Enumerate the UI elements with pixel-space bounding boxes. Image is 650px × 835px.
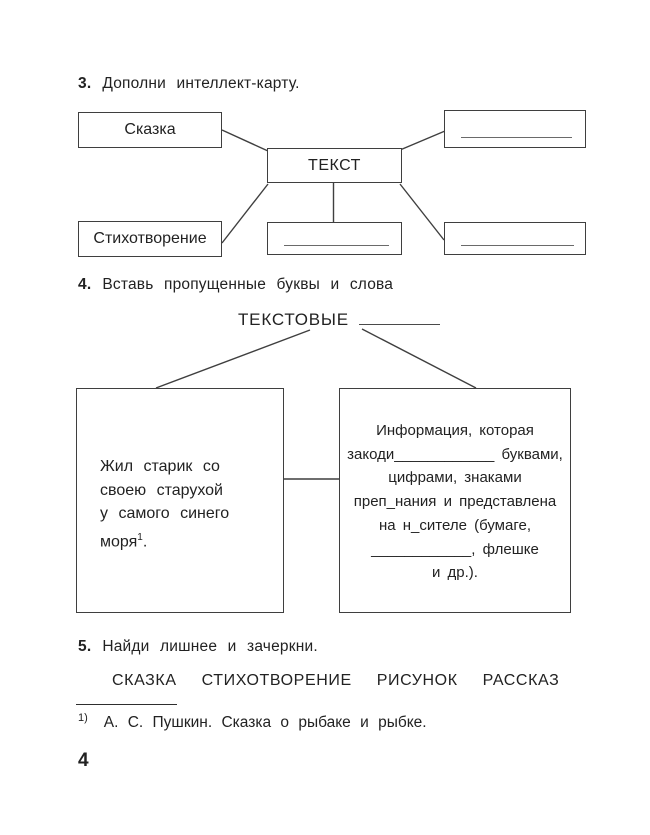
exercise-4-tree-root (238, 310, 440, 330)
mindmap-node-empty-bottom-right (444, 222, 586, 255)
mindmap-node-stihotvorenie (78, 221, 222, 257)
definition-line: закоди____________ буквами, (347, 445, 563, 463)
quote-line: своею старухой (100, 481, 223, 499)
exercise-5-heading (78, 638, 318, 656)
word-choice-skazka: СКАЗКА (112, 672, 177, 689)
answer-blank-line (461, 137, 572, 138)
footnote (78, 712, 427, 732)
tree-root-label: ТЕКСТОВЫЕ (238, 310, 349, 329)
exercise-3-title: Дополни интеллект-карту. (102, 75, 300, 92)
definition-line: преп_нания и представлена (353, 493, 557, 511)
answer-blank-line (284, 245, 389, 246)
mindmap-node-tekst-label: ТЕКСТ (308, 156, 361, 174)
word-choice-stihotvorenie: СТИХОТВОРЕНИЕ (201, 672, 352, 689)
mindmap-node-skazka-label: Сказка (124, 121, 176, 138)
exercise-4-heading (78, 276, 393, 294)
footnote-divider (76, 704, 177, 705)
quote-line: моря$^1$. (100, 531, 148, 550)
exercise-3-number: 3. (78, 75, 92, 92)
word-choice-risunok: РИСУНОК (376, 672, 458, 689)
exercise-3-heading (78, 75, 300, 93)
exercise-5-number: 5. (78, 638, 92, 655)
line-tekst-to-bottom-right (400, 184, 444, 240)
definition-line: на н_сителе (бумаге, (378, 516, 531, 534)
mindmap-node-tekst (267, 148, 402, 183)
quote-box (76, 388, 284, 613)
line-heading-to-definition-box (362, 329, 476, 388)
mindmap-node-skazka (78, 112, 222, 148)
exercise-4-number: 4. (78, 276, 92, 293)
footnote-reference: 1 (137, 531, 143, 543)
definition-box (339, 388, 571, 613)
line-skazka-to-tekst (222, 130, 268, 151)
word-choice-rasskaz: РАССКАЗ (482, 672, 560, 689)
mindmap-node-empty-bottom-middle (267, 222, 402, 255)
definition-line: Информация, которая (376, 422, 534, 439)
answer-blank-line (359, 310, 440, 325)
definition-line: цифрами, знаками (388, 469, 522, 487)
line-stihotvorenie-to-tekst (222, 184, 268, 243)
word-choices-row (112, 672, 559, 690)
line-heading-to-quote-box (156, 330, 310, 388)
definition-line: и др.). (432, 564, 478, 582)
exercise-4-title: Вставь пропущенные буквы и слова (102, 276, 394, 293)
page-number: 4 (78, 750, 89, 771)
mindmap-node-empty-top-right (444, 110, 586, 148)
exercise-5-title: Найди лишнее и зачеркни. (102, 638, 318, 655)
line-tekst-to-top-right (400, 131, 445, 150)
mindmap-node-stihotvorenie-label: Стихотворение (93, 230, 207, 247)
quote-line: у самого синего (100, 505, 230, 522)
quote-text (77, 389, 283, 553)
quote-line: Жил старик со (100, 458, 220, 475)
footnote-text: А. С. Пушкин. Сказка о рыбаке и рыбке. (103, 714, 427, 731)
footnote-marker: 1) (78, 712, 88, 724)
definition-line: ____________, флешке (371, 540, 539, 558)
definition-text (340, 389, 570, 585)
answer-blank-line (461, 245, 574, 246)
